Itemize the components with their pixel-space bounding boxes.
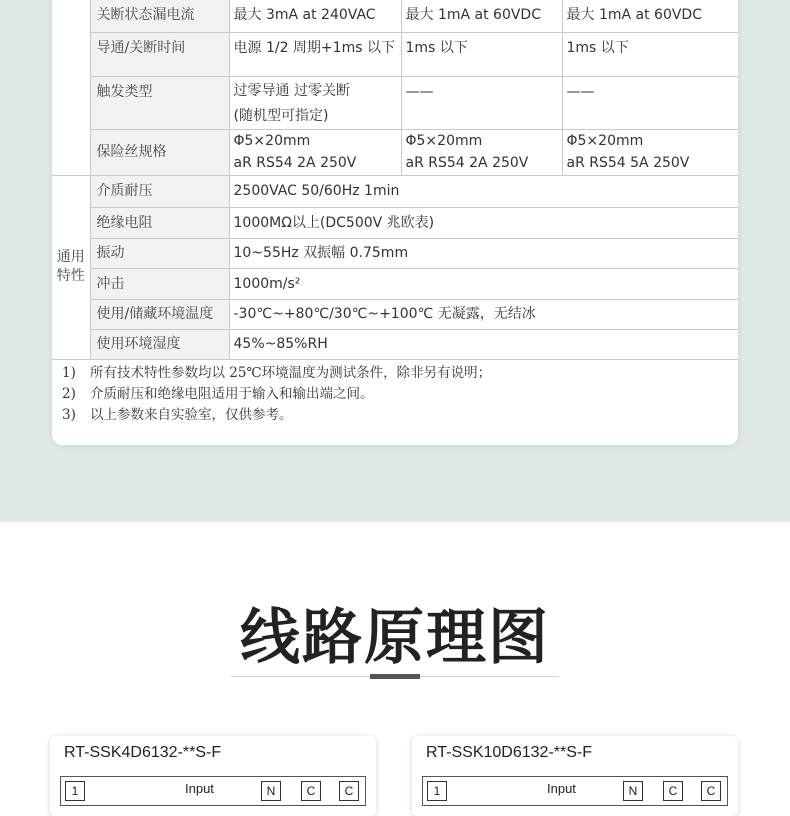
note-item (62, 405, 722, 426)
param-value: 最大 1mA at 60VDC (401, 0, 562, 32)
param-name: 使用/储藏环境温度 (90, 299, 229, 329)
input-label: Input (185, 781, 214, 796)
param-value: 最大 1mA at 60VDC (562, 0, 738, 32)
param-value: Φ5×20mm aR RS54 5A 250V (562, 129, 738, 175)
param-value: —— (562, 76, 738, 129)
param-value: Φ5×20mm aR RS54 2A 250V (229, 129, 401, 175)
spec-card (52, 0, 738, 445)
table-row (52, 76, 738, 129)
notes-list (62, 363, 722, 426)
note-number: 1) (62, 365, 76, 381)
param-value: 45%~85%RH (229, 329, 738, 359)
param-name: 冲击 (90, 268, 229, 299)
group-cell (52, 0, 90, 175)
terminal-strip (422, 776, 728, 806)
param-value: 10~55Hz 双振幅 0.75mm (229, 238, 738, 268)
param-value: Φ5×20mm aR RS54 2A 250V (401, 129, 562, 175)
note-text: 介质耐压和绝缘电阻适用于输入和输出端之间。 (90, 386, 374, 402)
param-value: 1000MΩ以上(DC500V 兆欧表) (229, 207, 738, 238)
terminal-strip (60, 776, 366, 806)
input-label: Input (547, 781, 576, 796)
model-number: RT-SSK10D6132-**S-F (426, 744, 592, 761)
param-name: 使用环境湿度 (90, 329, 229, 359)
terminal-1: 1 (427, 781, 447, 801)
note-number: 2) (62, 386, 76, 402)
param-value: 1ms 以下 (401, 32, 562, 76)
param-name: 导通/关断时间 (90, 32, 229, 76)
param-value: 电源 1/2 周期+1ms 以下 (229, 32, 401, 76)
model-number: RT-SSK4D6132-**S-F (64, 744, 222, 761)
table-row (52, 268, 738, 299)
param-name: 介质耐压 (90, 175, 229, 207)
terminal-c: C (339, 781, 359, 801)
wiring-diagram-card (50, 736, 376, 816)
terminal-n: N (623, 781, 643, 801)
terminal-c: C (663, 781, 683, 801)
note-number: 3) (62, 407, 76, 423)
param-name: 保险丝规格 (90, 129, 229, 175)
table-row (52, 32, 738, 76)
param-value: —— (401, 76, 562, 129)
param-name: 绝缘电阻 (90, 207, 229, 238)
note-text: 所有技术特性参数均以 25℃环境温度为测试条件，除非另有说明； (90, 365, 492, 381)
param-value: 过零导通 过零关断 (随机型可指定) (229, 76, 401, 129)
param-name: 振动 (90, 238, 229, 268)
group-label-general: 通用 特性 (52, 175, 90, 359)
table-row (52, 129, 738, 175)
note-text: 以上参数来自实验室，仅供参考。 (90, 407, 293, 423)
table-row (52, 0, 738, 32)
param-value: 1000m/s² (229, 268, 738, 299)
terminal-1: 1 (65, 781, 85, 801)
param-value: -30℃~+80℃/30℃~+100℃ 无凝露，无结冰 (229, 299, 738, 329)
param-value: 最大 3mA at 240VAC (229, 0, 401, 32)
note-item (62, 363, 722, 384)
title-accent-bar (370, 674, 420, 679)
terminal-n: N (261, 781, 281, 801)
table-row (52, 207, 738, 238)
wiring-diagram-card (412, 736, 738, 816)
terminal-c: C (301, 781, 321, 801)
table-row (52, 175, 738, 207)
terminal-c: C (701, 781, 721, 801)
param-name: 关断状态漏电流 (90, 0, 229, 32)
note-item (62, 384, 722, 405)
table-row (52, 329, 738, 359)
param-value: 1ms 以下 (562, 32, 738, 76)
param-value: 2500VAC 50/60Hz 1min (229, 175, 738, 207)
spec-table (52, 0, 738, 360)
table-row (52, 238, 738, 268)
param-name: 触发类型 (90, 76, 229, 129)
section-title: 线路原理图 (240, 603, 550, 673)
table-row (52, 299, 738, 329)
